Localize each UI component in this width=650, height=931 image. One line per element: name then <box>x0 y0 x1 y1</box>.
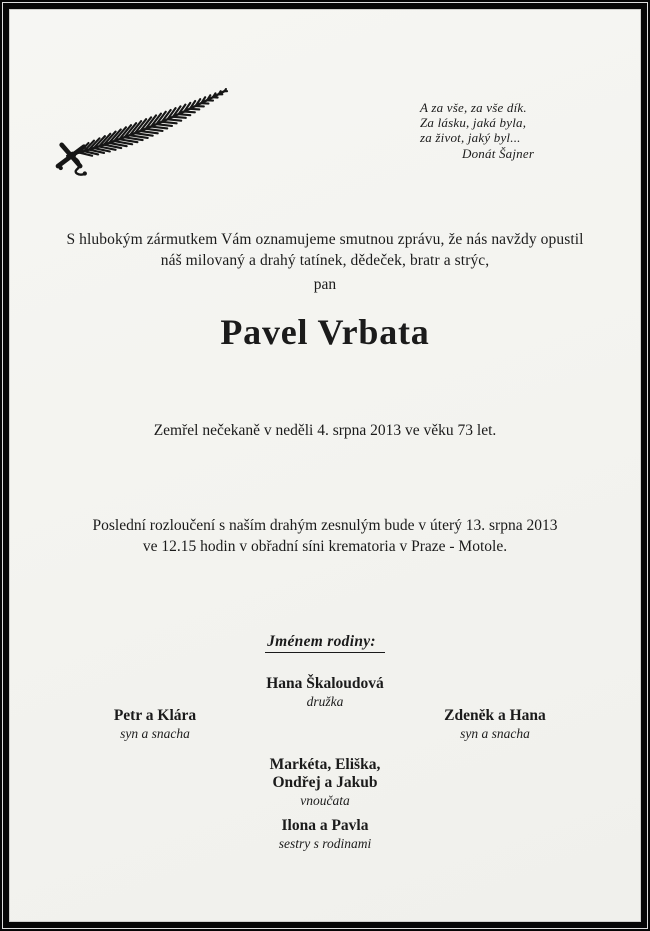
family-names: Markéta, Eliška, <box>269 756 381 773</box>
family-relation: syn a snacha <box>460 726 530 741</box>
obituary-card <box>10 10 640 921</box>
family-heading <box>10 633 640 653</box>
family-block-left <box>40 707 270 742</box>
family-names: Hana Škaloudová <box>266 675 384 692</box>
family-block-sisters <box>10 817 640 852</box>
family-relation: syn a snacha <box>120 726 190 741</box>
family-heading-label: Jménem rodiny: <box>265 633 385 653</box>
family-names: Ondřej a Jakub <box>272 774 378 791</box>
deceased-name: Pavel Vrbata <box>220 312 430 352</box>
quote-line-3: za život, jaký byl... <box>420 130 521 145</box>
family-relation: vnoučata <box>300 793 350 808</box>
funeral-details <box>10 515 640 557</box>
announcement-paragraph <box>10 230 640 271</box>
family-block-right <box>380 707 610 742</box>
funeral-line-1: Poslední rozloučení s naším drahým zesnulým bude v úterý 13. srpna 2013 <box>92 517 558 534</box>
family-block-partner <box>10 675 640 710</box>
quote-line-1: A za vše, za vše dík. <box>420 100 527 115</box>
family-relation: sestry s rodinami <box>278 836 372 851</box>
announcement-line-2: náš milovaný a drahý tatínek, dědeček, bratr a strýc, <box>160 251 490 269</box>
family-names: Ilona a Pavla <box>281 817 369 834</box>
family-names: Zdeněk a Hana <box>444 707 546 724</box>
quote-author: Donát Šajner <box>462 146 535 161</box>
salutation: pan <box>313 276 337 293</box>
family-block-grandchildren <box>10 756 640 809</box>
funeral-line-2: ve 12.15 hodin v obřadní síni krematoria v Praze - Motole. <box>142 538 508 555</box>
palm-branch-icon <box>50 80 240 180</box>
quote-line-2: Za lásku, jaká byla, <box>420 115 527 130</box>
family-relation: družka <box>306 694 344 709</box>
family-names: Petr a Klára <box>113 707 197 724</box>
memorial-quote <box>420 100 534 161</box>
announcement-line-1: S hlubokým zármutkem Vám oznamujeme smutnou zprávu, že nás navždy opustil <box>66 231 584 248</box>
death-statement: Zemřel nečekaně v neděli 4. srpna 2013 ve věku 73 let. <box>153 422 497 439</box>
